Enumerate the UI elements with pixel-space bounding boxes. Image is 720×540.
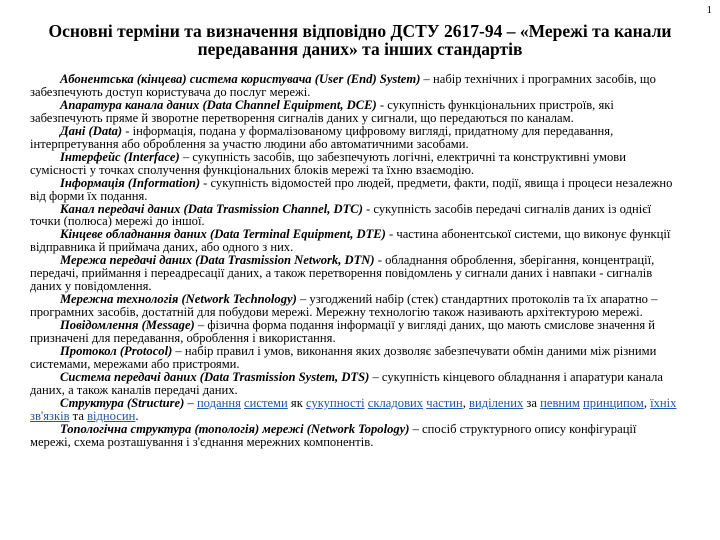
definition-entry: [30, 254, 680, 293]
definition-term: Структура (Structure): [60, 395, 185, 410]
definition-term: Кінцеве обладнання даних (Data Terminal Equipment, DTE): [60, 227, 386, 242]
definition-entry: [30, 371, 680, 397]
link-sukupnosti[interactable]: сукупності: [306, 395, 365, 410]
link-systemy[interactable]: системи: [244, 395, 288, 410]
definition-entry-structure: [30, 397, 680, 423]
definition-term: Система передачі даних (Data Trasmission System, DTS): [60, 369, 370, 384]
definition-entry: [30, 293, 680, 319]
definition-text: ,: [462, 395, 470, 410]
definition-entry: [30, 73, 680, 99]
definition-term: Мережа передачі даних (Data Trasmission Network, DTN): [60, 253, 375, 268]
definition-text: - сукупність функціональних пристроїв, які забезпечують пряме й зворотне перетворення сигналів даних у сигнали, що передаються по каналам.: [30, 97, 614, 125]
definition-term: Мережна технологія (Network Technology): [60, 292, 297, 307]
definition-entry: [30, 99, 680, 125]
definition-entry: [30, 151, 680, 177]
definition-term: Топологічна структура (топологія) мережі (Network Topology): [60, 421, 410, 436]
definition-term: Інформація (Information): [60, 175, 201, 190]
definition-entry: [30, 423, 680, 449]
link-zvyazkiv[interactable]: зв'язків: [30, 408, 70, 423]
definition-text: ,: [643, 395, 651, 410]
definition-text: - частина абонентської системи, що виконує функції відправника й приймача даних, або одного з них.: [30, 227, 671, 255]
definition-text: –: [184, 395, 197, 410]
definition-entry: [30, 345, 680, 371]
link-vidnosyn[interactable]: відносин: [87, 408, 136, 423]
definition-text: - обладнання оброблення, зберігання, концентрації, передачі, приймання і переадресації даних, а також перетворення повідомлень у сигнали даних і навпаки - сигналів даних у повідомлення.: [30, 253, 655, 294]
definition-entry: [30, 125, 680, 151]
definition-term: Абонентська (кінцева) система користувача (User (End) System): [60, 72, 421, 86]
definition-entry: [30, 177, 680, 203]
definition-entry: [30, 319, 680, 345]
link-yikhnikh[interactable]: їхніх: [650, 395, 677, 410]
definition-text: .: [135, 408, 139, 423]
definition-text: – сукупність кінцевого обладнання і апаратури канала даних, а також каналів передачі даних.: [30, 369, 664, 397]
link-pryntsypom[interactable]: принципом: [583, 395, 644, 410]
definition-term: Канал передачі даних (Data Trasmission Channel, DTC): [60, 201, 363, 216]
definition-term: Дані (Data): [60, 123, 123, 138]
definition-text: – спосіб структурного опису конфігурації мережі, схема розташування і з'єднання мережних компонентів.: [30, 421, 637, 449]
definition-text: – фізична форма подання інформації у вигляді даних, що мають смислове значення й призначені для передавання, оброблення і використання.: [30, 318, 656, 346]
definition-text: – сукупність засобів, що забезпечують логічні, електричні та конструктивні умови сумісності у точках сполучення функціональних блоків мережі та їхню взаємодію.: [30, 149, 626, 177]
link-chastyn[interactable]: частин: [426, 395, 463, 410]
page-title: Основні терміни та визначення відповідно ДСТУ 2617-94 – «Мережі та канали передавання даних» та інших стандартів: [48, 21, 672, 59]
definition-text: – набір технічних і програмних засобів, що забезпечують доступ користувача до послуг мережі.: [30, 72, 656, 99]
link-podannya[interactable]: подання: [196, 395, 241, 410]
definitions-list: [30, 73, 680, 449]
link-pevnym[interactable]: певним: [540, 395, 580, 410]
definition-text: – набір правил і умов, виконання яких дозволяє забезпечувати обмін даними між різними системами, мережами або пристроями.: [30, 344, 657, 371]
definition-term: Протокол (Protocol): [60, 344, 173, 359]
definition-text: як: [287, 395, 306, 410]
definition-text: - інформація, подана у формалізованому цифровому вигляді, придатному для передавання, інтерпретування або оброблення за участю людини або автоматичними засобами.: [30, 123, 614, 151]
definition-text: – узгоджений набір (стек) стандартних протоколів та їх апаратно – програмних засобів, достатній для побудови мережі. Мережну технологію також називають архітектурою мережі.: [30, 292, 658, 320]
definition-text: - сукупність відомостей про людей, предмети, факти, події, явища і процеси незалежно від форми їх подання.: [30, 175, 673, 203]
definition-entry: [30, 203, 680, 229]
page-number: 1: [706, 4, 712, 16]
definition-term: Апаратура канала даних (Data Channel Equipment, DCE): [60, 97, 377, 112]
definition-term: Інтерфейс (Interface): [60, 149, 180, 164]
link-vydilenykh[interactable]: виділених: [469, 395, 524, 410]
link-skladovykh[interactable]: складових: [367, 395, 424, 410]
definition-entry: [30, 228, 680, 254]
definition-term: Повідомлення (Message): [60, 318, 195, 333]
definition-text: та: [69, 408, 88, 423]
definition-text: - сукупність засобів передачі сигналів даних із однієї точки (полюса) мережі до іншої.: [30, 201, 652, 229]
definition-text: за: [523, 395, 541, 410]
